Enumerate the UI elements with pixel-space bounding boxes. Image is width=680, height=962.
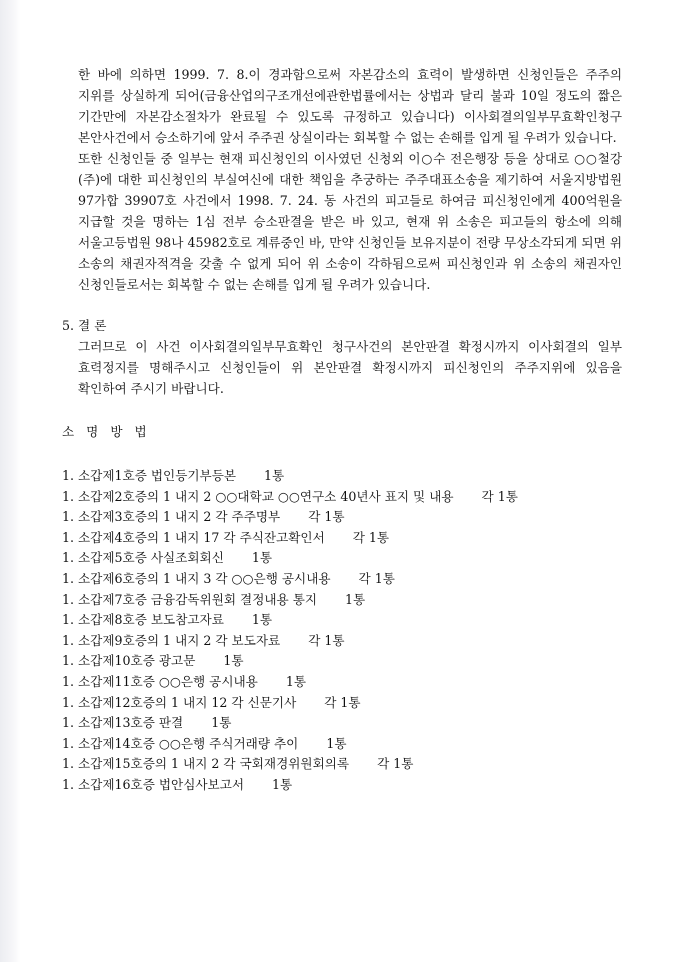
evidence-text: 1. 소갑제13호증 판결 [62,715,184,731]
evidence-qty: 각 1통 [352,529,390,545]
list-item [62,466,622,487]
evidence-qty: 1통 [272,776,293,792]
evidence-qty: 1통 [251,550,273,566]
paragraph-derivative-suit: 또한 신청인들 중 일부는 현재 피신청인의 이사였던 신청외 이○수 전은행장 등을 상대로 ○○철강(주)에 대한 피신청인의 부실여신에 대한 책임을 추궁하는 주주대표소송을 제기하여 서울지방법원 97가합 39907호 사건에서 1998. 7. 24. 동 사건의 피고들로 하여금 피신청인에게 400억원을 지급할 것을 명하는 1심 전부 승소판결을 받은 바 있고, 현재 위 소송은 피고들의 항소에 의해 서울고등법원 98나 45982호로 계류중인 바, 만약 신청인들 보유지분이 전량 무상소각되게 되면 위 소송의 채권자적격을 갖출 수 없게 되어 위 소송이 각하됨으로써 피신청인과 위 소송의 채권자인 신청인들로서는 회복할 수 없는 손해를 입게 될 우려가 있습니다. [78,151,622,292]
evidence-text: 1. 소갑제14호증 ○○은행 주식거래량 추이 [62,735,299,751]
evidence-qty: 1통 [211,715,232,731]
evidence-text: 1. 소갑제15호증의 1 내지 2 각 국회재경위원회의록 [62,756,350,772]
list-item [62,590,622,611]
list-item [62,754,622,775]
evidence-text: 1. 소갑제2호증의 1 내지 2 ○○대학교 ○○연구소 40년사 표지 및 내용 [62,488,454,504]
evidence-text: 1. 소갑제6호증의 1 내지 3 각 ○○은행 공시내용 [62,570,331,586]
list-item [62,528,622,549]
list-item [62,775,622,796]
evidence-text: 1. 소갑제10호증 광고문 [62,653,196,669]
evidence-qty: 각 1통 [481,488,518,504]
evidence-qty: 각 1통 [358,570,395,586]
list-item [62,693,622,714]
evidence-text: 1. 소갑제3호증의 1 내지 2 각 주주명부 [62,509,281,525]
evidence-text: 1. 소갑제4호증의 1 내지 17 각 주식잔고확인서 [62,529,325,545]
list-item [62,487,622,508]
evidence-list [62,466,622,796]
evidence-qty: 각 1통 [324,694,361,710]
section-body: 그러므로 이 사건 이사회결의일부무효확인 청구사건의 본안판결 확정시까지 이사회결의 일부 효력정지를 명해주시고 신청인들이 위 본안판결 확정시까지 피신청인의 주주지위에 있음을 확인하여 주시기 바랍니다. [78,339,622,396]
evidence-text: 1. 소갑제11호증 ○○은행 공시내용 [62,673,258,689]
list-item [62,631,622,652]
list-item [62,569,622,590]
evidence-qty: 1통 [223,653,244,669]
evidence-text: 1. 소갑제9호증의 1 내지 2 각 보도자료 [62,632,281,648]
list-item [62,672,622,693]
evidence-qty: 1통 [264,468,285,483]
list-item [62,610,622,631]
section-conclusion [62,315,622,399]
evidence-qty: 1통 [326,735,347,751]
list-item [62,507,622,528]
evidence-text: 1. 소갑제1호증 법인등기부등본 [62,468,237,483]
page-edge-shadow [0,0,20,962]
list-item [62,548,622,569]
list-item [62,734,622,755]
paragraph-irreparable-harm: 한 바에 의하면 1999. 7. 8.이 경과함으로써 자본감소의 효력이 발생하면 신청인들은 주주의 지위를 상실하게 되어(금융산업의구조개선에관한법률에서는 상법과 달리 불과 10일 정도의 짧은 기간만에 자본감소절차가 완료될 수 있도록 규정하고 있습니다) 이사회결의일부무효확인청구 본안사건에서 승소하기에 앞서 주주권 상실이라는 회복할 수 없는 손해를 입게 될 우려가 있습니다. [78,67,622,145]
list-item [62,651,622,672]
evidence-qty: 1통 [345,591,366,607]
evidence-qty: 각 1통 [308,632,345,648]
evidence-text: 1. 소갑제16호증 법안심사보고서 [62,776,245,792]
list-item [62,713,622,734]
evidence-qty: 1통 [251,612,273,628]
evidence-qty: 1통 [285,673,307,689]
section-heading: 5. 결 론 [62,318,107,333]
evidence-text: 1. 소갑제5호증 사실조회회신 [62,550,224,566]
evidence-qty: 각 1통 [308,509,345,525]
evidence-text: 1. 소갑제12호증의 1 내지 12 각 신문기사 [62,694,297,710]
evidence-title: 소 명 방 법 [62,424,151,439]
evidence-text: 1. 소갑제8호증 보도참고자료 [62,612,224,628]
evidence-qty: 각 1통 [377,756,414,772]
evidence-text: 1. 소갑제7호증 금융감독위원회 결정내용 통지 [62,591,318,607]
